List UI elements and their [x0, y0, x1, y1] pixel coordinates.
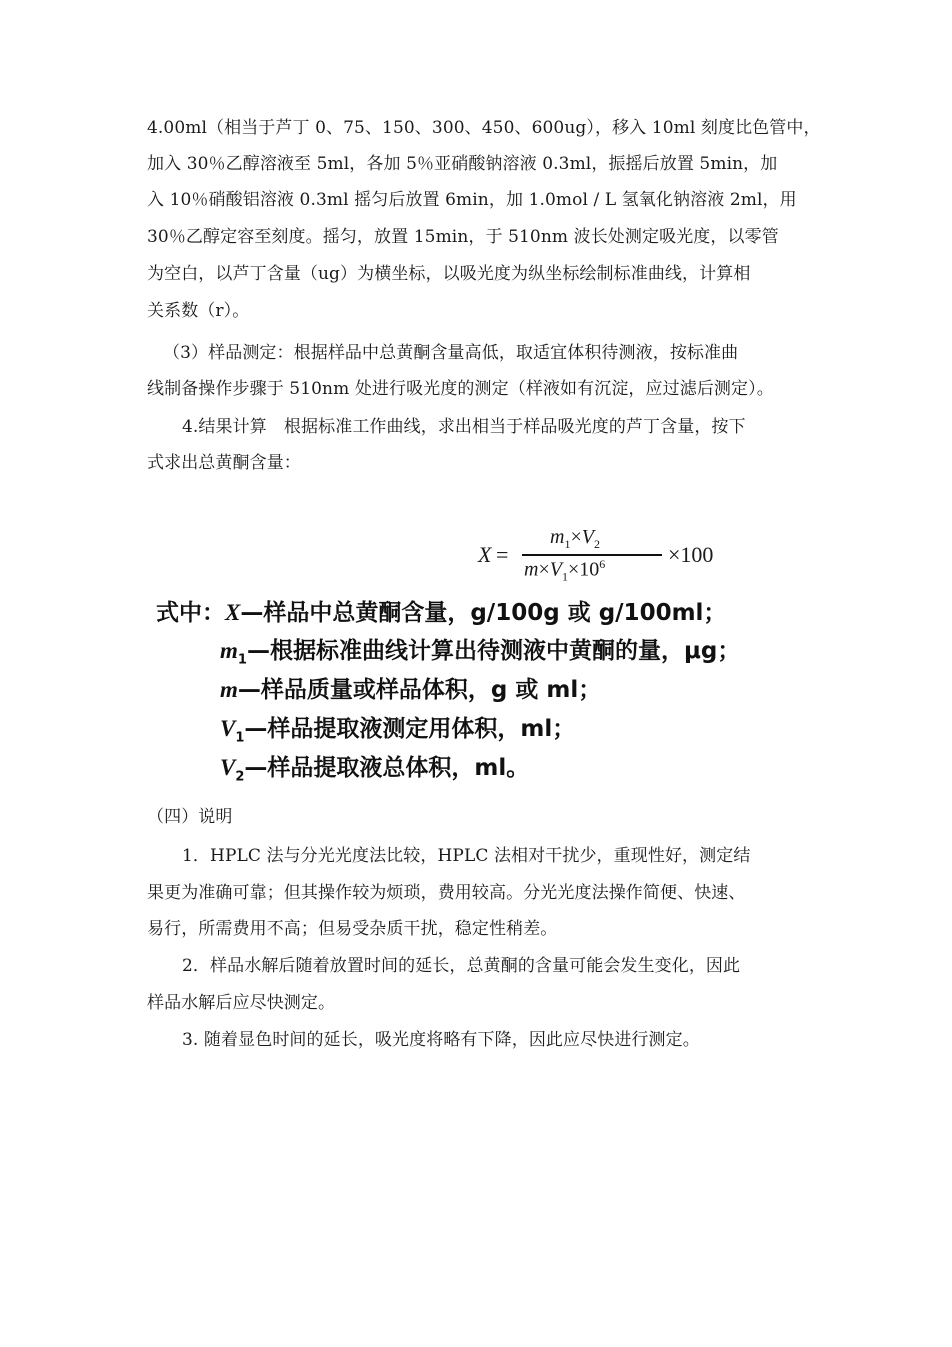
total-flavonoid-formula: [478, 526, 738, 584]
legend-line: [220, 675, 601, 705]
legend-prefix: 式中：: [156, 600, 225, 626]
legend-text: —根据标准曲线计算出待测液中黄酮的量，μg；: [246, 638, 741, 664]
paragraph-line: 式求出总黄酮含量：: [147, 453, 301, 473]
legend-line: $V_2—$样品提取液总体积，ml。: [220, 755, 530, 785]
formula-denominator: $m\times V_1\times 10^6$: [524, 557, 606, 584]
legend-text: —样品质量或样品体积，g 或 ml；: [237, 677, 602, 703]
legend-symbol: m: [220, 677, 238, 702]
formula-rhs: ×100: [668, 542, 714, 567]
paragraph-line: 样品水解后应尽快测定。: [147, 993, 336, 1013]
fraction-bar: [522, 554, 662, 556]
legend-text: —样品提取液总体积，ml。: [244, 755, 530, 781]
legend-text: —样品提取液测定用体积，ml；: [244, 716, 576, 742]
paragraph-line: 2．样品水解后随着放置时间的延长，总黄酮的含量可能会发生变化，因此: [182, 956, 741, 976]
legend-line: [156, 598, 726, 628]
formula-equals: =: [496, 542, 509, 567]
formula-numerator: $m_1\times V_2$: [550, 526, 600, 551]
paragraph-line: 易行，所需费用不高；但易受杂质干扰，稳定性稍差。: [147, 919, 558, 939]
formula-lhs: X: [478, 542, 492, 567]
legend-line: $m_1—$根据标准曲线计算出待测液中黄酮的量，μg；: [220, 638, 741, 668]
legend-symbol: V: [220, 716, 236, 741]
paragraph-line: 关系数（r）。: [147, 301, 250, 321]
paragraph-line: 3. 随着显色时间的延长，吸光度将略有下降，因此应尽快进行测定。: [182, 1030, 700, 1050]
section-heading: （四）说明: [147, 807, 233, 827]
paragraph-line: 果更为准确可靠；但其操作较为烦琐，费用较高。分光光度法操作简便、快速、: [147, 883, 746, 903]
paragraph-line: 为空白，以芦丁含量（ug）为横坐标，以吸光度为纵坐标绘制标准曲线，计算相: [147, 264, 751, 284]
legend-symbol: m: [220, 638, 238, 663]
paragraph-line: 1．HPLC 法与分光光度法比较，HPLC 法相对干扰少，重现性好，测定结: [182, 846, 751, 866]
legend-symbol: V: [220, 755, 236, 780]
legend-line: $V_1—$样品提取液测定用体积，ml；: [220, 716, 576, 746]
legend-symbol: X: [225, 600, 241, 625]
legend-text: —样品中总黄酮含量，g/100g 或 g/100ml；: [240, 600, 727, 626]
paragraph-line: 4.00ml（相当于芦丁 0、75、150、300、450、600ug），移入 10ml 刻度比色管中，: [147, 118, 821, 138]
paragraph-line: 入 10％硝酸铝溶液 0.3ml 摇匀后放置 6min，加 1.0mol / L 氢氧化钠溶液 2ml，用: [147, 190, 797, 210]
paragraph-line: 30％乙醇定容至刻度。摇匀，放置 15min，于 510nm 波长处测定吸光度，以零管: [147, 227, 779, 247]
paragraph-line: 4.结果计算 根据标准工作曲线，求出相当于样品吸光度的芦丁含量，按下: [182, 417, 746, 437]
paragraph-line: 线制备操作步骤于 510nm 处进行吸光度的测定（样液如有沉淀，应过滤后测定）。: [147, 379, 774, 399]
paragraph-line: 加入 30％乙醇溶液至 5ml，各加 5％亚硝酸钠溶液 0.3ml，振摇后放置 5min，加: [147, 154, 778, 174]
paragraph-line: （3）样品测定：根据样品中总黄酮含量高低，取适宜体积待测液，按标准曲: [163, 343, 739, 363]
